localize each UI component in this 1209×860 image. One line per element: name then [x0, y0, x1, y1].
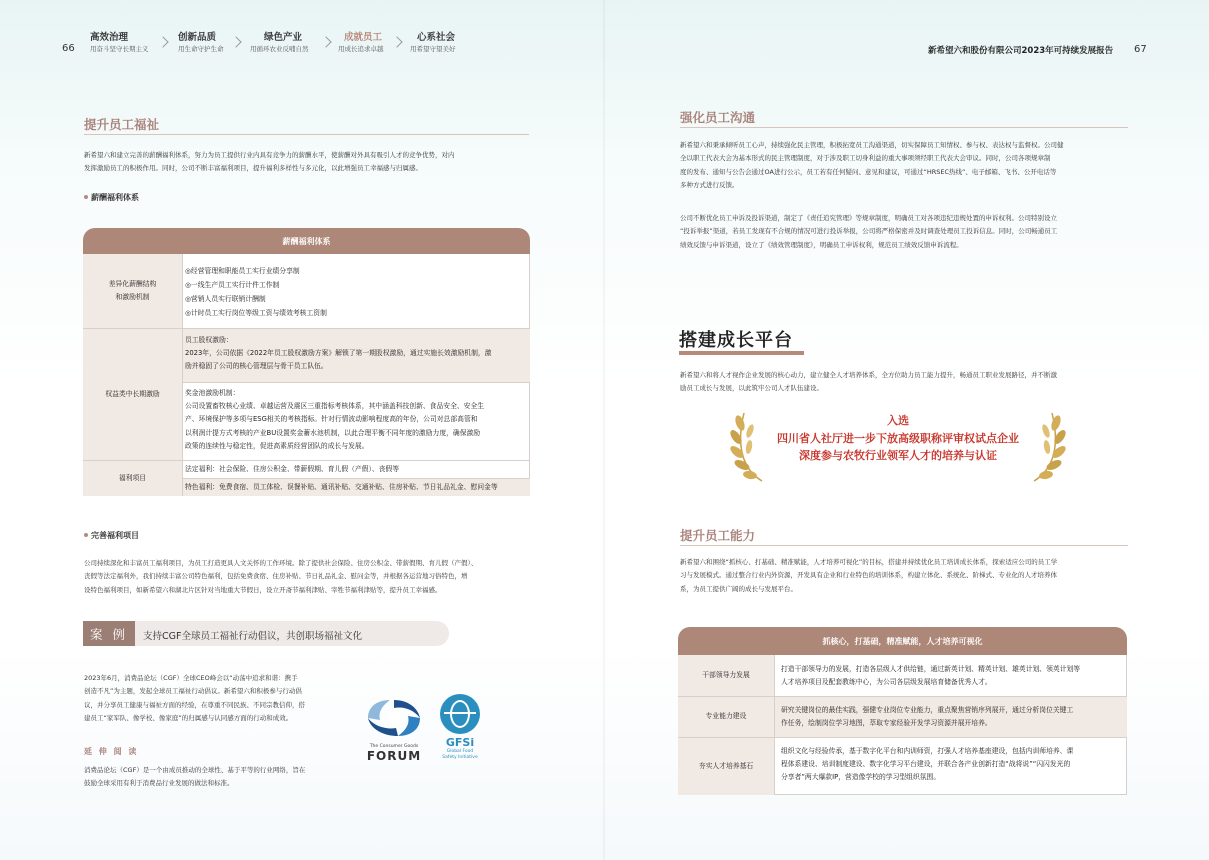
- section-title-wellbeing: 提升员工福祉: [84, 117, 160, 132]
- table-header: 抓核心，打基础，精准赋能，人才培养可视化: [678, 627, 1127, 655]
- title-accent-bar: [679, 351, 804, 355]
- nav-innovation-quality[interactable]: [178, 32, 224, 54]
- gfsi-globe-icon: [440, 694, 480, 734]
- section-title-capability: 提升员工能力: [680, 528, 756, 543]
- nav-title: 创新品质: [178, 32, 217, 43]
- growth-intro: 新希望六和将人才视作企业发展的核心动力，建立健全人才培养体系，全方位助力员工能力提升，畅通员工职业发展路径，并不断激 励员工成长与发展，以此筑牢公司人才队伍建设。: [680, 371, 1057, 393]
- row-label-salary-structure: 差异化薪酬结构 和激励机制: [108, 280, 157, 301]
- nav-title: 心系社会: [417, 32, 456, 43]
- salary-structure-items: ◎经营管理和职能员工实行业绩分享制 ◎一线生产员工实行计件工作制 ◎营销人员实行联销计酬制 ◎计时员工实行岗位等级工资与绩效考核工资制: [185, 267, 327, 317]
- page-spine: [603, 0, 606, 860]
- case-tag: 案 例: [83, 621, 135, 646]
- nav-subtitle: 用奋斗坚守长期主义: [90, 45, 149, 53]
- row-label-leadership: 干部领导力发展: [702, 671, 750, 679]
- extended-reading-text: 消费品论坛（CGF）是一个由成员推动的全球性、基于平等的行业网络，旨在 鼓励全球采用有利于消费品行业发展的做法和标准。: [84, 766, 306, 788]
- section-title-communication: 强化员工沟通: [680, 110, 756, 125]
- growth-platform-title: 搭建成长平台: [679, 330, 793, 351]
- nav-subtitle: 用循环农业反哺自然: [250, 45, 309, 53]
- title-underline: [680, 127, 1128, 128]
- row-label-professional: 专业能力建设: [705, 712, 747, 720]
- nav-title: 高效治理: [90, 32, 129, 43]
- compensation-table: [83, 228, 530, 496]
- title-underline: [680, 545, 1128, 546]
- case-paragraph: 2023年6月，消费品论坛（CGF）全球CEO峰会以“动荡中追求和谐：携手 创造不凡”为主题，发起全球员工福祉行动倡议。新希望六和积极参与行动倡 议，并分享员工健康与福祉方面的经验，在尊重不同民族、不同宗教信仰，搭 建员工“家军队、像学校、像家庭”的归属感与认同感方面的行动和成效。: [84, 674, 305, 722]
- capability-table: [678, 627, 1127, 795]
- capability-paragraph: 新希望六和围绕“抓核心、打基础、精准赋能，人才培养可视化”的目标，搭建并持续优化员工培训成长体系，探索适应公司的员工学 习与发展模式。通过整合行业内外资源，开发具有企业和行业特色的培训体系，构建立体化、系统化、阶梯式、专业化的人才培养体 系，为员工提供广阔的成长与发展平台。: [680, 558, 1058, 593]
- communication-paragraph-2: 公司不断优化员工申诉及投诉渠道，制定了《责任追究管理》等规章制度，明确员工对各项违纪违规处置的申诉权利。公司特别设立 “投诉举报”渠道，若员工发现有不合规的情况可进行投诉举报，公司将严格保密并及时调查处理员工投诉信息。同时，公司畅通员工 绩效反馈与申诉渠道，设立了《绩效管理制度》，明确员工申诉权利，规范员工绩效反馈申诉流程。: [680, 214, 1058, 249]
- intro-paragraph: 新希望六和建立完善的薪酬福利体系，努力为员工提供行业内具有竞争力的薪酬水平，使薪酬对外具有吸引人才的竞争优势，对内 发挥激励员工的积极作用。同时，公司不断丰富福利项目，提升福利多样性与多元化，以此增强员工幸福感与归属感。: [84, 151, 455, 173]
- leadership-text: 打造干部领导力的发展，打造各层级人才供给链，通过新英计划、精英计划、雄英计划、领英计划等 人才培养项目及配套教练中心，为公司各层级发展培育储备优秀人才。: [781, 665, 1081, 687]
- special-benefits: 特色福利：免费食宿、员工体检、误餐补贴、通讯补贴、交通补贴、住房补贴、节日礼品礼金、慰问金等: [185, 483, 498, 491]
- nav-subtitle: 用希望守望美好: [410, 45, 456, 53]
- equity-incentive-text: 员工股权激励： 2023年，公司依据《2022年员工股权激励方案》解锁了第一期股权激励，通过实施长效激励机制，激 励并稳固了公司的核心管理层与骨干员工队伍。: [185, 336, 492, 371]
- nav-society[interactable]: [410, 32, 456, 54]
- nav-governance[interactable]: [90, 32, 149, 54]
- left-page-number: 66: [62, 43, 75, 54]
- nav-title: 绿色产业: [264, 32, 303, 43]
- communication-paragraph-1: 新希望六和秉承倾听员工心声，持续强化民主管理，积极拓宽员工沟通渠道，切实保障员工知情权、参与权、表达权与监督权。公司健 全以职工代表大会为基本形式的民主管理制度，对于涉及职工切身利益的重大事项须经职工代表大会审议。同时，公司各项规章制 度的发布、通知与公告会通过OA进行公示，员工若有任何疑问、意见和建议，可通过“HRSEC热线”、电子邮箱、飞书、公开电话等 多种方式进行反馈。: [680, 141, 1064, 189]
- professional-text: 研究关键岗位的最佳实践，强健专业岗位专业能力，重点聚焦营销序列展开，通过分析岗位关键工 作任务，绘制岗位学习地图，萃取专家经验开发学习资源并展开培养。: [781, 706, 1074, 728]
- foundation-text: 组织文化与经验传承，基于数字化平台和内训师资，打强人才培养基座建设，包括内训师培养、课 程体系建设、培训制度建设、数字化学习平台建设，并联合各产业创新打造“战将说”“闪闪发光的 分享者”两大爆款IP，营造像学校的学习型组织氛围。: [781, 747, 1074, 782]
- row-label-foundation: 夯实人才培养基石: [698, 761, 754, 770]
- case-title: 支持CGF全球员工福祉行动倡议，共创职场福祉文化: [143, 631, 362, 642]
- row-label-long-term-incentive: 权益类中长期激励: [105, 389, 160, 398]
- report-title: 新希望六和股份有限公司2023年可持续发展报告: [928, 46, 1114, 56]
- award-badge: [728, 405, 1068, 485]
- table-header: 薪酬福利体系: [83, 228, 530, 254]
- statutory-benefits: 法定福利：社会保险、住房公积金、带薪假期、育儿假（产假）、丧假等: [185, 465, 400, 473]
- title-underline: [84, 134, 529, 135]
- extended-reading-title: 延 伸 阅 读: [84, 747, 139, 756]
- nav-title: 成就员工: [344, 32, 383, 43]
- welfare-paragraph: 公司持续深化和丰富员工福利项目，为员工打造更具人文关怀的工作环境。除了提供社会保险、住房公积金、带薪假期、育儿假（产假）、 丧假等法定福利外，我们持续丰富公司特色福利，包括免费食宿、住房补贴、节日礼品礼金、慰问金等，并根据各运营地习俗特色，增 设特色福利项目，如新希望六和湖北片区针对当地重大节假日，设立开斋节福利津贴、宰牲节福利津贴等，提升员工幸福感。: [84, 559, 478, 594]
- row-label-benefits: 福利项目: [118, 473, 147, 482]
- gfsi-logo: GFSi Global Food Safety Initiative: [434, 694, 486, 764]
- nav-subtitle: 用生命守护生命: [178, 45, 224, 53]
- right-page-number: 67: [1134, 44, 1147, 55]
- award-text: 入选 四川省人社厅进一步下放高级职称评审权试点企业 深度参与农牧行业领军人才的培养与认证: [777, 414, 1019, 462]
- nav-green-industry[interactable]: [250, 32, 309, 54]
- cgf-swirl-icon: [360, 696, 428, 738]
- nav-subtitle: 用成长追求卓越: [338, 45, 384, 53]
- subheading-compensation: 薪酬福利体系: [84, 192, 139, 203]
- cgf-forum-logo: The Consumer Goods FORUM: [360, 696, 428, 766]
- subheading-welfare: 完善福利项目: [84, 530, 139, 541]
- nav-empower-employees[interactable]: [338, 32, 384, 54]
- bonus-pool-text: 奖金池激励机制： 公司设置畜牧核心业绩、卓越运营及震区三重指标考核体系，其中涵盖科技创新、食品安全、安全生 产、环境保护等多项与ESG相关的考核指标。针对行情波动影响程度高的年份，公司对总部高管和 以利润计提方式考核的产业BU设置奖金蓄水池机制，以此合理平衡不同年度的激励力度，确保激励 政策的连续性与稳定性，促进高素质经营团队的成长与发展。: [185, 389, 485, 450]
